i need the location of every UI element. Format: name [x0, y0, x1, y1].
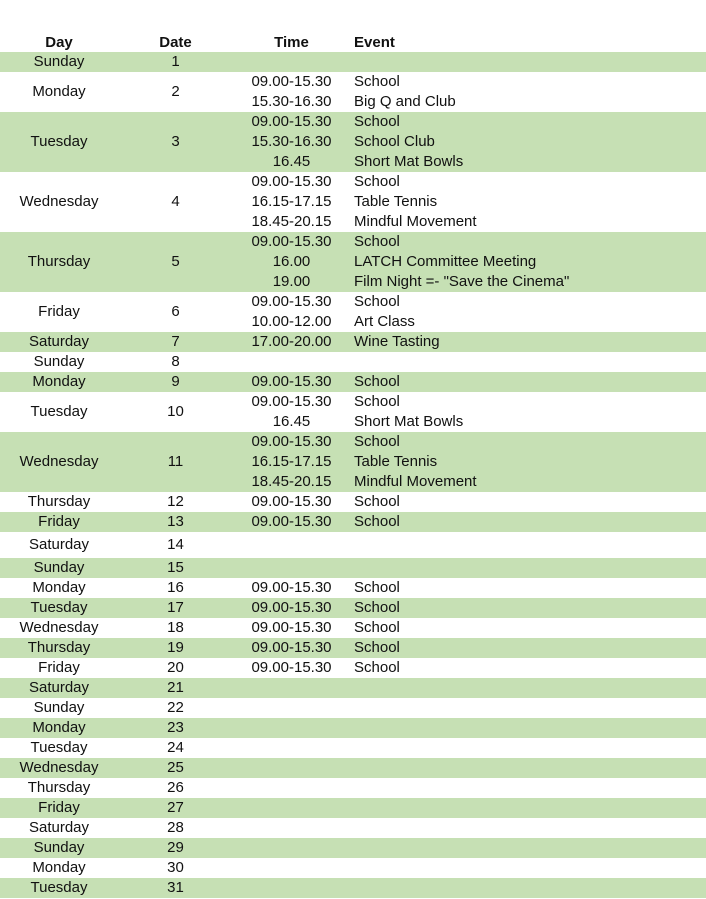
- day-cell: Saturday: [28, 333, 90, 350]
- time-cell: 09.00-15.30: [251, 73, 332, 90]
- event-cell: School: [354, 659, 400, 676]
- date-cell: 3: [171, 133, 180, 150]
- event-cell: School: [354, 113, 400, 130]
- day-cell: Wednesday: [19, 193, 99, 210]
- day-row: [0, 172, 706, 232]
- day-row: [0, 618, 706, 638]
- day-row: [0, 112, 706, 172]
- date-cell: 25: [167, 759, 184, 776]
- event-cell: School: [354, 493, 400, 510]
- event-cell: School: [354, 293, 400, 310]
- day-cell: Monday: [32, 83, 86, 100]
- date-cell: 27: [167, 799, 184, 816]
- day-cell: Saturday: [28, 819, 90, 836]
- date-cell: 31: [167, 879, 184, 896]
- event-cell: Mindful Movement: [354, 213, 477, 230]
- day-row: [0, 698, 706, 718]
- day-cell: Monday: [32, 859, 86, 876]
- date-cell: 2: [171, 83, 180, 100]
- day-row: [0, 72, 706, 112]
- day-cell: Sunday: [33, 353, 85, 370]
- day-row: [0, 758, 706, 778]
- header-day: Day: [45, 34, 73, 51]
- date-cell: 21: [167, 679, 184, 696]
- day-row: [0, 532, 706, 558]
- day-row: [0, 638, 706, 658]
- day-row: [0, 52, 706, 72]
- day-cell: Friday: [38, 799, 80, 816]
- time-cell: 16.45: [272, 153, 311, 170]
- date-cell: 1: [171, 53, 180, 70]
- time-cell: 09.00-15.30: [251, 579, 332, 596]
- date-cell: 30: [167, 859, 184, 876]
- day-cell: Saturday: [28, 679, 90, 696]
- event-cell: School: [354, 73, 400, 90]
- day-row: [0, 352, 706, 372]
- header-time: Time: [274, 34, 309, 51]
- day-cell: Wednesday: [19, 453, 99, 470]
- time-cell: 18.45-20.15: [251, 473, 332, 490]
- date-cell: 19: [167, 639, 184, 656]
- date-cell: 26: [167, 779, 184, 796]
- event-cell: School: [354, 433, 400, 450]
- day-row: [0, 558, 706, 578]
- date-cell: 12: [167, 493, 184, 510]
- day-cell: Sunday: [33, 699, 85, 716]
- time-cell: 16.15-17.15: [251, 453, 332, 470]
- day-row: [0, 838, 706, 858]
- time-cell: 16.45: [272, 413, 311, 430]
- event-cell: School: [354, 599, 400, 616]
- day-cell: Tuesday: [30, 403, 88, 420]
- day-row: [0, 232, 706, 292]
- header-event: Event: [354, 34, 395, 51]
- day-cell: Sunday: [33, 839, 85, 856]
- date-cell: 14: [167, 536, 184, 553]
- event-cell: School: [354, 639, 400, 656]
- time-cell: 19.00: [272, 273, 311, 290]
- time-cell: 09.00-15.30: [251, 113, 332, 130]
- time-cell: 09.00-15.30: [251, 373, 332, 390]
- header-date: Date: [159, 34, 192, 51]
- day-cell: Monday: [32, 373, 86, 390]
- date-cell: 28: [167, 819, 184, 836]
- date-cell: 24: [167, 739, 184, 756]
- day-cell: Tuesday: [30, 133, 88, 150]
- time-cell: 15.30-16.30: [251, 93, 332, 110]
- event-cell: Wine Tasting: [354, 333, 440, 350]
- day-cell: Tuesday: [30, 739, 88, 756]
- day-row: [0, 292, 706, 332]
- time-cell: 09.00-15.30: [251, 393, 332, 410]
- event-cell: Art Class: [354, 313, 415, 330]
- day-cell: Sunday: [33, 559, 85, 576]
- date-cell: 6: [171, 303, 180, 320]
- day-row: [0, 512, 706, 532]
- date-cell: 11: [167, 453, 184, 470]
- event-cell: Short Mat Bowls: [354, 153, 464, 170]
- date-cell: 22: [167, 699, 184, 716]
- date-cell: 7: [171, 333, 180, 350]
- day-cell: Thursday: [27, 639, 91, 656]
- day-cell: Thursday: [27, 493, 91, 510]
- time-cell: 09.00-15.30: [251, 639, 332, 656]
- time-cell: 09.00-15.30: [251, 433, 332, 450]
- day-row: [0, 332, 706, 352]
- event-cell: Table Tennis: [354, 193, 438, 210]
- day-cell: Sunday: [33, 53, 85, 70]
- event-cell: School: [354, 513, 400, 530]
- day-row: [0, 718, 706, 738]
- day-row: [0, 598, 706, 618]
- day-cell: Friday: [38, 303, 80, 320]
- event-cell: School: [354, 619, 400, 636]
- time-cell: 18.45-20.15: [251, 213, 332, 230]
- time-cell: 09.00-15.30: [251, 599, 332, 616]
- day-cell: Monday: [32, 719, 86, 736]
- date-cell: 8: [171, 353, 180, 370]
- event-cell: School: [354, 373, 400, 390]
- event-cell: Mindful Movement: [354, 473, 477, 490]
- date-cell: 13: [167, 513, 184, 530]
- day-row: [0, 778, 706, 798]
- day-row: [0, 658, 706, 678]
- date-cell: 20: [167, 659, 184, 676]
- day-row: [0, 798, 706, 818]
- date-cell: 29: [167, 839, 184, 856]
- time-cell: 16.15-17.15: [251, 193, 332, 210]
- day-row: [0, 492, 706, 512]
- day-row: [0, 818, 706, 838]
- time-cell: 09.00-15.30: [251, 233, 332, 250]
- day-cell: Friday: [38, 659, 80, 676]
- time-cell: 15.30-16.30: [251, 133, 332, 150]
- date-cell: 23: [167, 719, 184, 736]
- event-cell: School: [354, 173, 400, 190]
- event-cell: LATCH Committee Meeting: [354, 253, 537, 270]
- date-cell: 5: [171, 253, 180, 270]
- day-row: [0, 432, 706, 492]
- time-cell: 10.00-12.00: [251, 313, 332, 330]
- event-cell: Short Mat Bowls: [354, 413, 464, 430]
- day-row: [0, 858, 706, 878]
- day-cell: Tuesday: [30, 879, 88, 896]
- time-cell: 09.00-15.30: [251, 659, 332, 676]
- event-cell: School: [354, 393, 400, 410]
- time-cell: 09.00-15.30: [251, 293, 332, 310]
- day-cell: Thursday: [27, 253, 91, 270]
- time-cell: 09.00-15.30: [251, 173, 332, 190]
- day-row: [0, 372, 706, 392]
- date-cell: 15: [167, 559, 184, 576]
- date-cell: 10: [167, 403, 184, 420]
- day-row: [0, 678, 706, 698]
- event-cell: School: [354, 233, 400, 250]
- day-row: [0, 738, 706, 758]
- day-cell: Monday: [32, 579, 86, 596]
- event-cell: Film Night =- "Save the Cinema": [354, 273, 570, 290]
- day-cell: Saturday: [28, 536, 90, 553]
- day-row: [0, 578, 706, 598]
- date-cell: 9: [171, 373, 180, 390]
- date-cell: 4: [171, 193, 180, 210]
- date-cell: 18: [167, 619, 184, 636]
- event-cell: School Club: [354, 133, 435, 150]
- time-cell: 17.00-20.00: [251, 333, 332, 350]
- time-cell: 09.00-15.30: [251, 493, 332, 510]
- day-cell: Friday: [38, 513, 80, 530]
- event-cell: Table Tennis: [354, 453, 438, 470]
- time-cell: 16.00: [272, 253, 311, 270]
- day-cell: Wednesday: [19, 619, 99, 636]
- event-cell: School: [354, 579, 400, 596]
- day-row: [0, 878, 706, 898]
- date-cell: 17: [167, 599, 184, 616]
- day-cell: Wednesday: [19, 759, 99, 776]
- day-cell: Thursday: [27, 779, 91, 796]
- event-cell: Big Q and Club: [354, 93, 456, 110]
- day-row: [0, 392, 706, 432]
- day-cell: Tuesday: [30, 599, 88, 616]
- time-cell: 09.00-15.30: [251, 513, 332, 530]
- date-cell: 16: [167, 579, 184, 596]
- time-cell: 09.00-15.30: [251, 619, 332, 636]
